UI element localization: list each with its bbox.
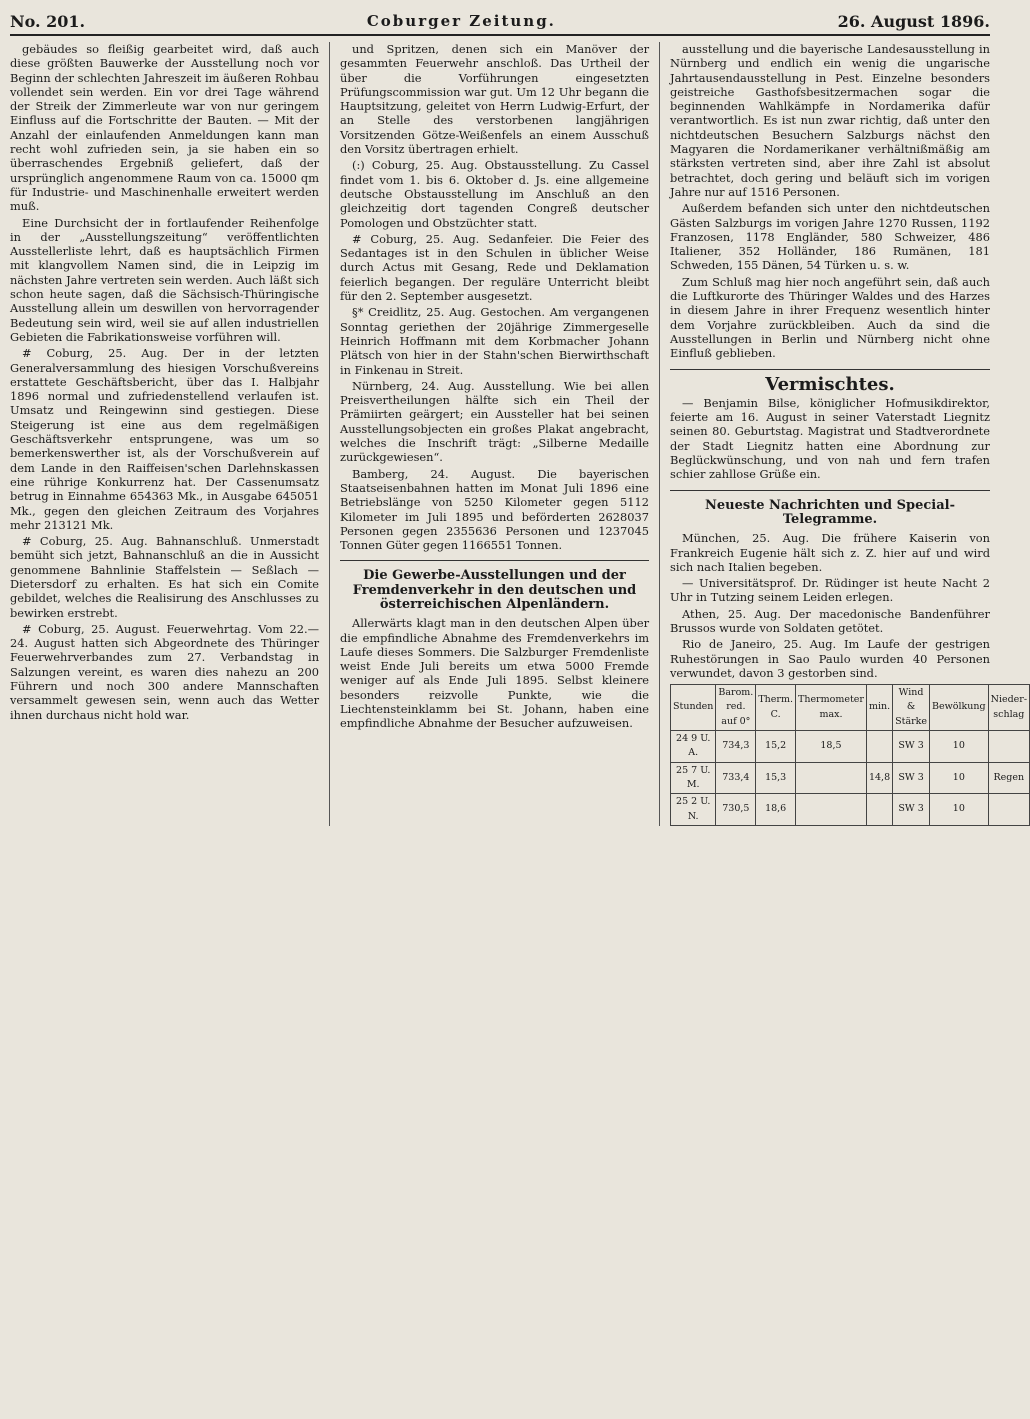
column-divider — [659, 42, 660, 826]
table-row — [671, 731, 1030, 763]
table-cell: 25 2 U. N. — [671, 794, 716, 826]
table-cell: 14,8 — [866, 762, 892, 794]
table-cell: Regen — [988, 762, 1029, 794]
table-cell: 734,3 — [716, 731, 756, 763]
article-paragraph: # Coburg, 25. Aug. Sedanfeier. Die Feier des Sedantages ist in den Schulen in üblicher Weise durch Actus mit Gesang, Rede und Deklamation feierlich begangen. Der reguläre Unterricht bleibt für den 2. September ausgesetzt. — [340, 231, 650, 304]
issue-date: 26. August 1896. — [837, 11, 990, 31]
article-paragraph: # Coburg, 25. August. Feuerwehrtag. Vom 22.—24. August hatten sich Abgeordnete des Thüringer Feuerwehrverbandes zum 27. Verbandstag in Salzungen vereint, es waren dies nahezu an 200 Führern und noch 300 andere Mannschaften versammelt gewesen sein, wenn auch das Wetter ihnen durchaus nicht hold war. — [10, 621, 320, 722]
weather-header: Nieder-schlag — [988, 685, 1029, 731]
weather-header: Stunden — [671, 685, 716, 731]
article-paragraph: (:) Coburg, 25. Aug. Obstausstellung. Zu Cassel findet vom 1. bis 6. Oktober d. Js. eine allgemeine deutsche Obstausstellung im Anschluß an den gleichzeitig dort tagenden Congreß deutscher Pomologen und Obstzüchter statt. — [340, 158, 650, 230]
table-cell — [988, 794, 1029, 826]
table-cell: 24 9 U. A. — [671, 731, 716, 763]
article-paragraph: Außerdem befanden sich unter den nichtdeutschen Gästen Salzburgs im vorigen Jahre 1270 Russen, 1192 Franzosen, 1178 Engländer, 580 Schweizer, 486 Italiener, 352 Holländer, 186 Rumänen, 181 Schweden, 155 Dänen, 54 Türken u. s. w. — [670, 201, 990, 273]
column-divider — [329, 42, 330, 826]
table-cell: 25 7 U. M. — [671, 762, 716, 794]
section-rule — [340, 560, 649, 561]
section-rule — [670, 490, 990, 491]
article-paragraph: §* Creidlitz, 25. Aug. Gestochen. Am vergangenen Sonntag geriethen der 20jährige Zimmergeselle Heinrich Hoffmann mit dem Korbmacher Johann Plätsch von hier in der Stahn'schen Bierwirthschaft in Finkenau in Streit. — [340, 305, 650, 377]
weather-header-row — [671, 685, 1030, 731]
section-rule — [670, 369, 990, 370]
weather-header: Thermometer max. — [795, 685, 866, 731]
weather-header: Wind & Stärke — [893, 685, 930, 731]
article-heading: Die Gewerbe-Ausstellungen und der Fremdenverkehr in den deutschen und österreichischen Alpenländern. — [352, 568, 637, 612]
masthead — [10, 8, 990, 36]
section-heading-news: Neueste Nachrichten und Special-Telegramme. — [705, 497, 955, 527]
newspaper-title: Coburger Zeitung. — [366, 12, 556, 30]
table-cell: 10 — [930, 731, 989, 763]
news-item: — Universitätsprof. Dr. Rüdinger ist heute Nacht 2 Uhr in Tutzing seinem Leiden erlegen. — [670, 576, 990, 605]
table-cell: SW 3 — [893, 731, 930, 763]
table-cell: 18,6 — [756, 794, 796, 826]
news-item: Rio de Janeiro, 25. Aug. Im Laufe der gestrigen Ruhestörungen in Sao Paulo wurden 40 Personen verwundet, davon 3 gestorben sind. — [670, 637, 990, 680]
table-cell: SW 3 — [893, 762, 930, 794]
article-paragraph: und Spritzen, denen sich ein Manöver der gesammten Feuerwehr anschloß. Das Urtheil der über die Vorführungen eingesetzten Prüfungscommission war gut. Um 12 Uhr begann die Hauptsitzung, geleitet von Herrn Ludwig-Erfurt, der an Stelle des verstorbenen langjährigen Vorsitzenden Götze-Weißenfels an einem Ausschuß den Vorsitz übertragen erhielt. — [340, 42, 650, 157]
article-paragraph: Allerwärts klagt man in den deutschen Alpen über die empfindliche Abnahme des Fremdenverkehrs im Laufe dieses Sommers. Die Salzburger Fremdenliste weist Ende Juli bereits um etwa 5000 Fremde weniger auf als Ende Juli 1895. Selbst kleinere besonders reizvolle Punkte, wie die Liechtensteinklamm bei St. Johann, haben eine empfindliche Abnahme der Besucher aufzuweisen. — [340, 616, 650, 731]
section-heading-misc: Vermischtes. — [765, 373, 895, 395]
article-paragraph: Nürnberg, 24. Aug. Ausstellung. Wie bei allen Preisvertheilungen hälfte sich ein Theil der Prämiirten geärgert; ein Aussteller hat bei seinen Ausstellungsobjecten ein großes Plakat angebracht, welches die Inschrift trägt: „Silberne Medaille zurückgewiesen“. — [340, 378, 650, 465]
weather-header: Bewölkung — [930, 685, 989, 731]
table-cell: 10 — [930, 794, 989, 826]
table-cell: 10 — [930, 762, 989, 794]
article-paragraph: # Coburg, 25. Aug. Der in der letzten Generalversammlung des hiesigen Vorschußvereins erstattete Geschäftsbericht, über das I. Halbjahr 1896 normal und zufriedenstellend verlaufen ist. Umsatz und Reingewinn sind gestiegen. Diese Steigerung ist eine aus dem regelmäßigen Geschäftsverkehr entsprungene, was um so bemerkenswerther ist, als der Vorschußverein auf dem Lande in den Raiffeisen'schen Darlehnskassen eine rührige Konkurrenz hat. Der Cassenumsatz betrug in Einnahme 654363 Mk., in Ausgabe 645051 Mk., gegen den gleichen Zeitraum des Vorjahres mehr 213121 Mk. — [10, 346, 320, 532]
table-cell: 733,4 — [716, 762, 756, 794]
article-paragraph: gebäudes so fleißig gearbeitet wird, daß auch diese größten Bauwerke der Ausstellung noch vor Beginn der schlechten Jahreszeit im äußeren Rohbau vollendet sein werden. Ein vor drei Tage während der Streik der Zimmerleute war von nur geringem Einfluss auf die Fortschritte der Bauten. — Mit der Anzahl der einlaufenden Anmeldungen kann man recht wohl zufrieden sein, ja sie haben ein so überraschendes Ergebniß geliefert, daß der ursprünglich angenommene Raum von ca. 15000 qm für Industrie- und Maschinenhalle erweitert werden muß. — [10, 42, 320, 214]
weather-header: Therm. C. — [756, 685, 796, 731]
weather-header: min. — [866, 685, 892, 731]
table-cell — [795, 762, 866, 794]
article-paragraph: Zum Schluß mag hier noch angeführt sein, daß auch die Luftkurorte des Thüringer Waldes und des Harzes in diesem Jahre in ihrer Frequenz wesentlich hinter dem Vorjahre zurückbleiben. Auch da sind die Ausstellungen in Berlin und Nürnberg nicht ohne Einfluß geblieben. — [670, 274, 990, 361]
news-item: München, 25. Aug. Die frühere Kaiserin von Frankreich Eugenie hält sich z. Z. hier auf und wird sich nach Italien begeben. — [670, 531, 990, 574]
table-row — [671, 762, 1030, 794]
table-cell — [795, 794, 866, 826]
news-item: Athen, 25. Aug. Der macedonische Bandenführer Brussos wurde von Soldaten getötet. — [670, 606, 990, 635]
table-cell: SW 3 — [893, 794, 930, 826]
table-cell — [866, 731, 892, 763]
table-cell — [988, 731, 1029, 763]
table-cell: 18,5 — [795, 731, 866, 763]
article-paragraph: ausstellung und die bayerische Landesausstellung in Nürnberg und endlich ein wenig die ungarische Jahrtausendausstellung in Pest. Einzelne besonders geistreiche Gasthofsbesitzermachen sogar die beginnenden Wahlkämpfe in Nordamerika dafür verantwortlich. Es ist nun zwar richtig, daß unter den nichtdeutschen Besuchern Salzburgs nächst den Magyaren die Nordamerikaner verhältnißmäßig am stärksten vertreten sind, aber ihre Zahl ist absolut betrachtet, doch gering und beläuft sich im vorigen Jahre nur auf 1516 Personen. — [670, 42, 990, 199]
table-cell: 15,3 — [756, 762, 796, 794]
article-paragraph: Eine Durchsicht der in fortlaufender Reihenfolge in der „Ausstellungszeitung“ veröffentlichten Ausstellerliste lehrt, daß es hauptsächlich Firmen mit klangvollem Namen sind, die in Leipzig im nächsten Jahre vertreten sein werden. Auch läßt sich schon heute sagen, daß die Sächsisch-Thüringische Ausstellung allein um deswillen von hervorragender Bedeutung sein wird, weil sie auf allen industriellen Gebieten die Fabrikationsweise vorführen will. — [10, 215, 320, 344]
column-2 — [340, 42, 649, 826]
weather-header: Barom. red. auf 0° — [716, 685, 756, 731]
weather-table — [670, 684, 1030, 826]
table-cell: 15,2 — [756, 731, 796, 763]
column-3 — [670, 42, 1028, 826]
issue-number: No. 201. — [10, 11, 86, 31]
article-paragraph: — Benjamin Bilse, königlicher Hofmusikdirektor, feierte am 16. August in seiner Vaterstadt Liegnitz seinen 80. Geburtstag. Magistrat und Stadtverordnete der Stadt Liegnitz hatten eine Abordnung zur Beglückwünschung, und von nah und fern trafen schier zahllose Grüße ein. — [670, 395, 990, 482]
table-row — [671, 794, 1030, 826]
article-paragraph: # Coburg, 25. Aug. Bahnanschluß. Unmerstadt bemüht sich jetzt, Bahnanschluß an die in Aussicht genommene Bahnlinie Staffelstein — Seßlach — Dietersdorf zu erhalten. Es hat sich ein Comite gebildet, welches die Realisirung des Anschlusses zu bewirken erstrebt. — [10, 534, 320, 620]
table-cell: 730,5 — [716, 794, 756, 826]
article-paragraph: Bamberg, 24. August. Die bayerischen Staatseisenbahnen hatten im Monat Juli 1896 eine Betriebslänge von 5250 Kilometer gegen 5112 Kilometer im Juli 1895 und beförderten 2628037 Personen gegen 2355636 Personen und 1237045 Tonnen Güter gegen 1166551 Tonnen. — [340, 466, 650, 553]
columns — [10, 42, 1028, 826]
column-1 — [10, 42, 319, 826]
table-cell — [866, 794, 892, 826]
